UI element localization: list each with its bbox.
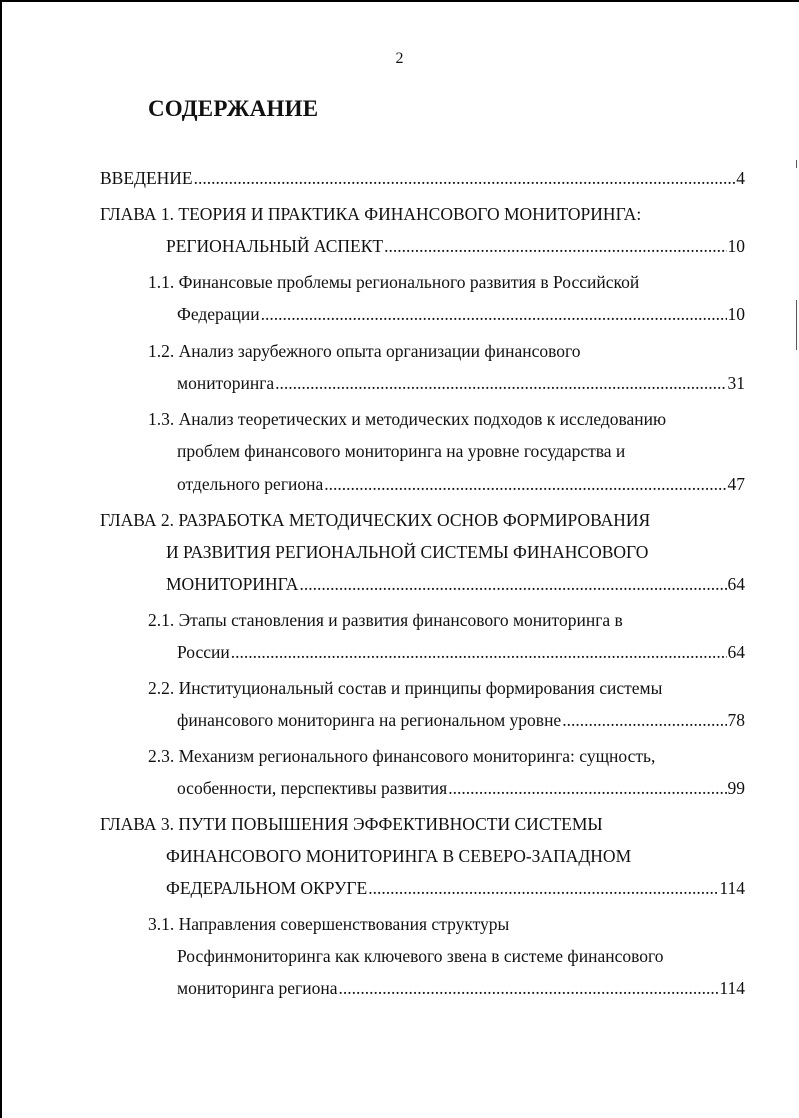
toc-page-number: 64 bbox=[727, 642, 745, 662]
toc-entry-text: отдельного региона bbox=[177, 474, 324, 494]
toc-entry-text: особенности, перспективы развития bbox=[177, 778, 448, 798]
toc-page-number: 10 bbox=[727, 236, 745, 256]
toc-chapter-3-heading: ГЛАВА 3. ПУТИ ПОВЫШЕНИЯ ЭФФЕКТИВНОСТИ СИСТЕМЫ bbox=[100, 814, 603, 834]
toc-entry-text: мониторинга региона bbox=[177, 978, 338, 998]
toc-section-2-2-text: 2.2. Институциональный состав и принципы формирования системы bbox=[148, 678, 663, 698]
toc-section-1-1-text: 1.1. Финансовые проблемы регионального развития в Российской bbox=[148, 272, 640, 292]
scan-artifact bbox=[796, 160, 797, 168]
toc-page-number: 114 bbox=[719, 878, 745, 898]
scan-artifact bbox=[796, 300, 797, 350]
toc-entry-section-2-1 bbox=[177, 641, 745, 663]
dot-leader bbox=[324, 473, 726, 495]
toc-entry-chapter-1 bbox=[166, 235, 745, 257]
dot-leader bbox=[448, 777, 726, 799]
dot-leader bbox=[368, 877, 718, 899]
toc-page-number: 64 bbox=[727, 574, 745, 594]
toc-section-1-3-text: проблем финансового мониторинга на уровне государства и bbox=[177, 441, 626, 461]
toc-page-number: 31 bbox=[727, 373, 745, 393]
dot-leader bbox=[384, 235, 726, 257]
toc-chapter-2-heading: И РАЗВИТИЯ РЕГИОНАЛЬНОЙ СИСТЕМЫ ФИНАНСОВОГО bbox=[166, 542, 649, 562]
toc-entry-text: России bbox=[177, 642, 230, 662]
toc-entry-introduction bbox=[100, 167, 745, 189]
page-number: 2 bbox=[395, 50, 404, 67]
toc-entry-chapter-2 bbox=[166, 573, 745, 595]
toc-entry-text: мониторинга bbox=[177, 373, 275, 393]
dot-leader bbox=[194, 167, 736, 189]
toc-entry-section-1-3 bbox=[177, 473, 745, 495]
toc-section-1-3-text: 1.3. Анализ теоретических и методических подходов к исследованию bbox=[148, 409, 667, 429]
toc-entry-text: ВВЕДЕНИЕ bbox=[100, 168, 193, 188]
dot-leader bbox=[338, 977, 718, 999]
toc-page-number: 114 bbox=[719, 978, 745, 998]
toc-page-number: 10 bbox=[727, 304, 745, 324]
toc-chapter-3-heading: ФИНАНСОВОГО МОНИТОРИНГА В СЕВЕРО-ЗАПАДНОМ bbox=[166, 846, 632, 866]
toc-entry-section-3-1 bbox=[177, 977, 745, 999]
dot-leader bbox=[562, 709, 726, 731]
toc-page-number: 99 bbox=[727, 778, 745, 798]
toc-section-3-1-text: Росфинмониторинга как ключевого звена в системе финансового bbox=[177, 946, 664, 966]
toc-section-3-1-text: 3.1. Направления совершенствования структуры bbox=[148, 914, 510, 934]
toc-page-number: 78 bbox=[727, 710, 745, 730]
toc-section-1-2-text: 1.2. Анализ зарубежного опыта организации финансового bbox=[148, 341, 581, 361]
toc-section-2-1-text: 2.1. Этапы становления и развития финансового мониторинга в bbox=[148, 610, 623, 630]
toc-title: СОДЕРЖАНИЕ bbox=[148, 96, 319, 121]
scan-border-top bbox=[0, 0, 799, 2]
dot-leader bbox=[231, 641, 727, 663]
toc-page-number: 47 bbox=[727, 474, 745, 494]
toc-entry-section-1-2 bbox=[177, 372, 745, 394]
toc-entry-text: ФЕДЕРАЛЬНОМ ОКРУГЕ bbox=[166, 878, 368, 898]
toc-entry-text: МОНИТОРИНГА bbox=[166, 574, 299, 594]
toc-page-number: 4 bbox=[736, 168, 745, 188]
dot-leader bbox=[261, 303, 727, 325]
toc-section-2-3-text: 2.3. Механизм регионального финансового мониторинга: сущность, bbox=[148, 746, 656, 766]
toc-entry-section-2-2 bbox=[177, 709, 745, 731]
dot-leader bbox=[275, 372, 726, 394]
scan-border-left bbox=[0, 0, 2, 1118]
toc-entry-text: РЕГИОНАЛЬНЫЙ АСПЕКТ bbox=[166, 236, 384, 256]
toc-entry-chapter-3 bbox=[166, 877, 745, 899]
dot-leader bbox=[299, 573, 726, 595]
toc-entry-section-1-1 bbox=[177, 303, 745, 325]
toc-chapter-2-heading: ГЛАВА 2. РАЗРАБОТКА МЕТОДИЧЕСКИХ ОСНОВ ФОРМИРОВАНИЯ bbox=[100, 510, 651, 530]
toc-entry-text: финансового мониторинга на региональном уровне bbox=[177, 710, 562, 730]
toc-entry-section-2-3 bbox=[177, 777, 745, 799]
toc-chapter-1-heading: ГЛАВА 1. ТЕОРИЯ И ПРАКТИКА ФИНАНСОВОГО МОНИТОРИНГА: bbox=[100, 204, 642, 224]
toc-entry-text: Федерации bbox=[177, 304, 260, 324]
